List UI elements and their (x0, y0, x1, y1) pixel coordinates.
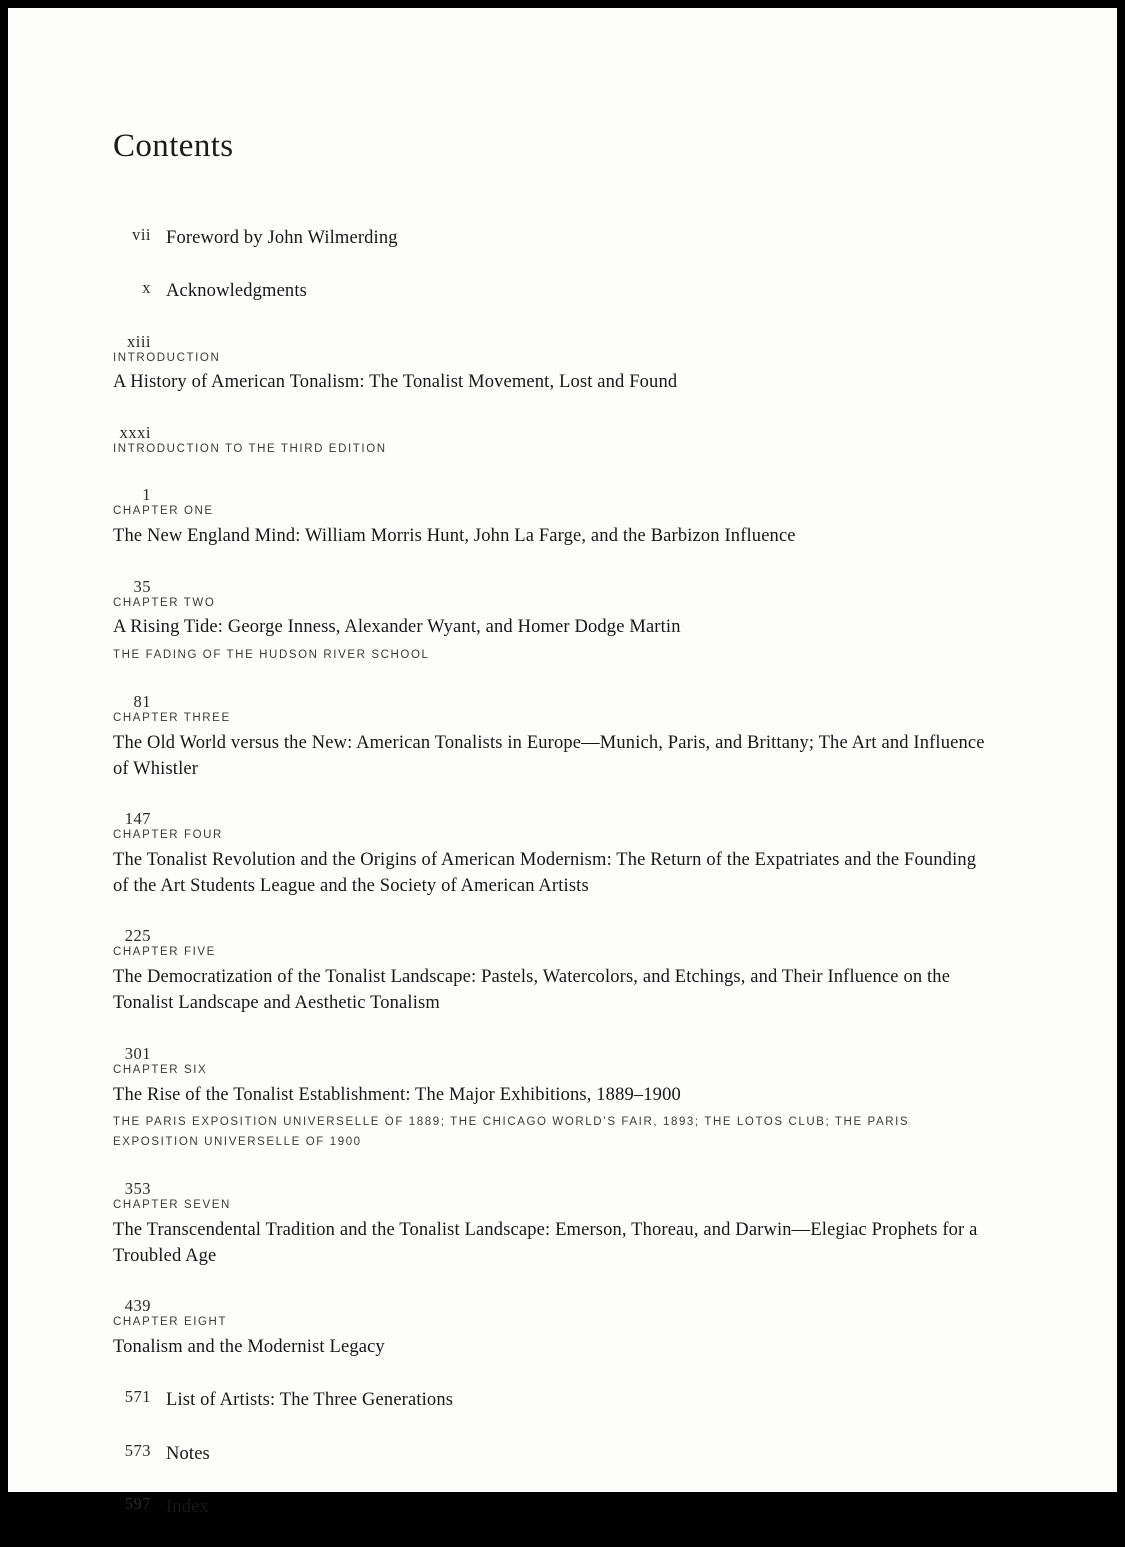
toc-entry-title: The New England Mind: William Morris Hunt, John La Farge, and the Barbizon Influence (113, 526, 796, 547)
toc-entry-body (166, 1499, 209, 1516)
toc-entry-title: Notes (166, 1443, 210, 1464)
toc-page-number: 573 (124, 1440, 151, 1460)
book-page (8, 8, 1117, 1518)
toc-entry-body (113, 1062, 993, 1152)
toc-entry-chapter-three[interactable] (113, 692, 993, 782)
toc-page-number: 301 (124, 1043, 151, 1063)
toc-page-number: 597 (124, 1494, 151, 1514)
toc-entry-notes[interactable] (113, 1441, 993, 1467)
toc-entry-kicker: CHAPTER THREE (113, 711, 231, 724)
toc-entry-body (113, 944, 993, 1016)
toc-page-number: xxxi (119, 422, 151, 442)
toc-entry-introduction-third-edition[interactable] (113, 423, 993, 459)
toc-entry-title: Tonalism and the Modernist Legacy (113, 1337, 385, 1358)
toc-entry-title: The Democratization of the Tonalist Landscape: Pastels, Watercolors, and Etchings, and Their Influence on the Tonalist Landscape and Aesthetic Tonalism (113, 967, 951, 1014)
toc-page-number: 81 (133, 691, 151, 711)
toc-entry-body (113, 441, 993, 459)
toc-entry-title: A History of American Tonalism: The Tonalist Movement, Lost and Found (113, 372, 678, 393)
toc-entry-title: The Rise of the Tonalist Establishment: The Major Exhibitions, 1889–1900 (113, 1084, 681, 1105)
toc-page-number: x (142, 278, 151, 298)
toc-entry-chapter-eight[interactable] (113, 1296, 993, 1360)
toc-entry-chapter-one[interactable] (113, 485, 993, 549)
toc-entry-title: A Rising Tide: George Inness, Alexander Wyant, and Homer Dodge Martin (113, 617, 681, 638)
toc-page-number: 35 (133, 576, 151, 596)
toc-entry-body (166, 283, 307, 300)
toc-entry-kicker: INTRODUCTION TO THE THIRD EDITION (113, 442, 387, 455)
toc-entry-body (113, 1314, 993, 1360)
toc-entry-body (166, 1392, 453, 1409)
toc-entry-kicker: CHAPTER SEVEN (113, 1199, 231, 1212)
toc-page-number: 353 (124, 1179, 151, 1199)
toc-entry-chapter-five[interactable] (113, 926, 993, 1016)
toc-entry-subtitle: THE FADING OF THE HUDSON RIVER SCHOOL (113, 648, 430, 661)
toc-entry-title: List of Artists: The Three Generations (166, 1390, 454, 1411)
toc-entry-subtitle: THE PARIS EXPOSITION UNIVERSELLE OF 1889; THE CHICAGO WORLD’S FAIR, 1893; THE LOTOS CLUB; THE PARIS EXPOSITION UNIVERSELLE OF 1900 (113, 1115, 910, 1148)
toc-entry-introduction[interactable] (113, 332, 993, 396)
table-of-contents (113, 225, 993, 1520)
toc-entry-kicker: CHAPTER ONE (113, 505, 214, 518)
toc-entry-title: Foreword by John Wilmerding (166, 228, 398, 248)
toc-entry-body (113, 595, 993, 665)
toc-entry-kicker: INTRODUCTION (113, 351, 221, 364)
toc-entry-title: Acknowledgments (166, 281, 307, 302)
toc-page-number: 1 (142, 485, 151, 505)
toc-entry-body (113, 710, 993, 782)
toc-entry-body (166, 230, 398, 247)
toc-page-number: vii (132, 225, 151, 244)
toc-entry-body (166, 1443, 210, 1464)
toc-page-number: xiii (126, 331, 151, 351)
toc-page-number: 225 (124, 926, 151, 946)
toc-page-number: 571 (124, 1387, 151, 1407)
toc-entry-body (113, 827, 993, 899)
toc-entry-chapter-two[interactable] (113, 577, 993, 665)
toc-entry-kicker: CHAPTER FIVE (113, 946, 216, 959)
toc-entry-chapter-four[interactable] (113, 809, 993, 899)
page-content (113, 128, 993, 1547)
toc-entry-title: The Tonalist Revolution and the Origins of American Modernism: The Return of the Expatriates and the Founding of the Art Students League and the Society of American Artists (113, 849, 977, 897)
toc-entry-title: Index (166, 1497, 209, 1518)
toc-entry-kicker: CHAPTER SIX (113, 1063, 208, 1076)
toc-entry-list-of-artists[interactable] (113, 1387, 993, 1413)
toc-entry-body (113, 503, 993, 549)
toc-entry-foreword[interactable] (113, 225, 993, 251)
page-title: Contents (113, 128, 234, 164)
toc-entry-kicker: CHAPTER TWO (113, 596, 216, 609)
toc-entry-body (113, 350, 993, 396)
toc-entry-kicker: CHAPTER FOUR (113, 829, 223, 842)
toc-entry-acknowledgments[interactable] (113, 278, 993, 304)
toc-entry-body (113, 1197, 993, 1269)
toc-entry-title: The Old World versus the New: American Tonalists in Europe—Munich, Paris, and Brittany; The Art and Influence of Whistler (113, 732, 985, 779)
toc-page-number: 147 (124, 809, 151, 829)
toc-page-number: 439 (124, 1296, 151, 1316)
toc-entry-index[interactable] (113, 1494, 993, 1520)
toc-entry-chapter-six[interactable] (113, 1044, 993, 1152)
toc-entry-kicker: CHAPTER EIGHT (113, 1316, 228, 1329)
toc-entry-title: The Transcendental Tradition and the Tonalist Landscape: Emerson, Thoreau, and Darwin—Elegiac Prophets for a Troubled Age (113, 1219, 978, 1267)
toc-entry-chapter-seven[interactable] (113, 1179, 993, 1269)
